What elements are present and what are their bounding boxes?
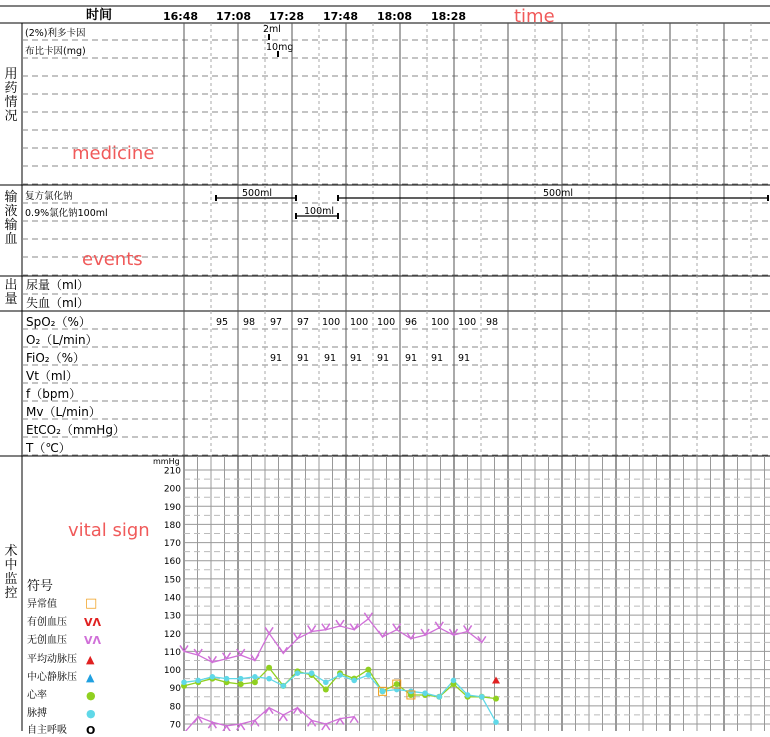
heart-rate-point xyxy=(252,679,258,685)
y-tick-label: 210 xyxy=(163,466,181,477)
pulse-point xyxy=(210,674,216,680)
section-medicine-label: 用药情况 xyxy=(4,67,18,124)
time-header-label: 时间 xyxy=(86,8,113,23)
y-tick-label: 80 xyxy=(169,702,181,713)
legend-spontaneous-breathing-icon: O xyxy=(86,724,96,737)
annotation-medicine: medicine xyxy=(72,143,155,164)
y-tick-label: 170 xyxy=(163,539,181,550)
legend-ibp-icon: VΛ xyxy=(84,616,102,629)
fluid-volume-saline: 100ml xyxy=(304,206,335,217)
y-tick-label: 200 xyxy=(163,484,181,495)
nibp-diastolic-point xyxy=(279,715,287,721)
nibp-systolic-point xyxy=(265,627,273,633)
nibp-systolic-point xyxy=(364,613,372,619)
nibp-diastolic-point xyxy=(223,726,231,731)
y-tick-label: 130 xyxy=(163,611,181,622)
section-monitor-label: 术中监控 xyxy=(4,544,18,601)
time-label-2: 17:28 xyxy=(269,10,305,23)
legend-label-cvp: 中心静脉压 xyxy=(27,672,77,683)
y-tick-label: 140 xyxy=(163,593,181,604)
pulse-point xyxy=(493,719,499,725)
output-blood-loss-label: 失血（ml） xyxy=(26,296,90,310)
pulse-point xyxy=(309,670,315,676)
spo2-value: 97 xyxy=(270,317,283,328)
time-label-5: 18:28 xyxy=(431,10,467,23)
fio2-value: 91 xyxy=(350,353,363,364)
nibp-diastolic-point xyxy=(322,724,330,730)
legend-label-abnormal: 异常值 xyxy=(27,599,57,610)
heart-rate-point xyxy=(323,687,329,693)
legend-label-pulse: 脉搏 xyxy=(27,708,47,719)
nibp-systolic-point xyxy=(336,620,344,626)
output-urine-label: 尿量（ml） xyxy=(26,278,90,292)
legend-label-heart-rate: 心率 xyxy=(27,690,47,701)
legend-label-spontaneous-breathing: 自主呼吸 xyxy=(27,725,67,736)
grid-lines xyxy=(0,6,770,731)
y-tick-label: 120 xyxy=(163,629,181,640)
pulse-point xyxy=(380,689,386,695)
heart-rate-point xyxy=(394,681,400,687)
pulse-point xyxy=(436,694,442,700)
mv-label: Mv（L/min） xyxy=(26,405,101,419)
pulse-point xyxy=(351,678,357,684)
annotation-vital-sign: vital sign xyxy=(68,520,150,541)
drug-dose-bupivacaine: 10mg xyxy=(266,42,294,53)
fio2-value: 91 xyxy=(324,353,337,364)
spo2-value: 100 xyxy=(350,317,369,328)
fio2-value: 91 xyxy=(405,353,418,364)
drug-name-lidocaine: (2%)利多卡因 xyxy=(25,28,86,39)
spo2-value: 95 xyxy=(216,317,229,328)
legend-title: 符号 xyxy=(27,579,54,594)
spo2-value: 97 xyxy=(297,317,310,328)
y-tick-label: 160 xyxy=(163,557,181,568)
pulse-point xyxy=(323,679,329,685)
spo2-value: 96 xyxy=(405,317,418,328)
vt-label: Vt（ml） xyxy=(26,369,78,383)
legend-pulse-icon: ● xyxy=(86,707,96,720)
y-axis-unit: mmHg xyxy=(153,457,180,466)
drug-name-bupivacaine: 布比卡因(mg) xyxy=(25,46,86,57)
record-marks xyxy=(216,34,768,219)
legend-label-nibp: 无创血压 xyxy=(27,635,67,646)
spo2-label: SpO₂（%） xyxy=(26,315,91,329)
time-label-4: 18:08 xyxy=(377,10,413,23)
spo2-value: 100 xyxy=(322,317,341,328)
pulse-point xyxy=(394,687,400,693)
map-point xyxy=(492,676,500,683)
heart-rate-point xyxy=(238,681,244,687)
section-output-label: 出量 xyxy=(4,278,18,307)
legend-heart-rate-icon: ● xyxy=(86,689,96,702)
pulse-point xyxy=(295,670,301,676)
spo2-value: 100 xyxy=(431,317,450,328)
legend-label-ibp: 有创血压 xyxy=(27,617,67,628)
pulse-point xyxy=(465,692,471,698)
y-tick-label: 70 xyxy=(169,720,181,731)
pulse-point xyxy=(451,678,457,684)
fio2-value: 91 xyxy=(270,353,283,364)
etco2-label: EtCO₂（mmHg） xyxy=(26,423,125,437)
temperature-label: T（℃） xyxy=(26,441,71,455)
drug-dose-lidocaine: 2ml xyxy=(263,24,281,35)
nibp-systolic-point xyxy=(435,622,443,628)
spo2-value: 100 xyxy=(377,317,396,328)
pulse-point xyxy=(224,676,230,682)
y-tick-label: 90 xyxy=(169,684,181,695)
fluid-name-compound-sodium-chloride: 复方氯化钠 xyxy=(25,191,73,202)
spo2-value: 98 xyxy=(243,317,256,328)
fluid-volume-1: 500ml xyxy=(242,188,273,199)
y-tick-label: 100 xyxy=(163,666,181,677)
nibp-systolic-point xyxy=(478,636,486,642)
heart-rate-point xyxy=(365,667,371,673)
time-label-0: 16:48 xyxy=(163,10,199,23)
annotation-time: time xyxy=(514,6,555,27)
fio2-value: 91 xyxy=(297,353,310,364)
pulse-point xyxy=(337,672,343,678)
pulse-point xyxy=(238,676,244,682)
section-infusion-label: 输液输血 xyxy=(4,190,18,247)
pulse-point xyxy=(195,678,201,684)
y-tick-label: 150 xyxy=(163,575,181,586)
time-label-1: 17:08 xyxy=(216,10,252,23)
pulse-point xyxy=(181,679,187,685)
heart-rate-point xyxy=(266,665,272,671)
fio2-value: 91 xyxy=(377,353,390,364)
y-tick-label: 190 xyxy=(163,502,181,513)
pulse-point xyxy=(422,690,428,696)
time-label-3: 17:48 xyxy=(323,10,359,23)
o2-label: O₂（L/min） xyxy=(26,333,98,347)
fluid-name-saline-100ml: 0.9%氯化钠100ml xyxy=(25,208,108,219)
pulse-point xyxy=(479,694,485,700)
legend-abnormal-icon: □ xyxy=(85,596,98,611)
annotation-events: events xyxy=(82,249,143,270)
fio2-label: FiO₂（%） xyxy=(26,351,86,365)
pulse-point xyxy=(366,672,372,678)
f-label: f（bpm） xyxy=(26,387,82,401)
legend-label-map: 平均动脉压 xyxy=(27,654,77,665)
heart-rate-point xyxy=(493,696,499,702)
fio2-value: 91 xyxy=(458,353,471,364)
fio2-value: 91 xyxy=(431,353,444,364)
pulse-point xyxy=(252,674,258,680)
pulse-point xyxy=(266,676,272,682)
legend-cvp-icon: ▲ xyxy=(86,671,95,684)
spo2-value: 98 xyxy=(486,317,499,328)
nibp-systolic-point xyxy=(279,647,287,653)
fluid-volume-2: 500ml xyxy=(543,188,574,199)
y-tick-label: 110 xyxy=(163,647,181,658)
legend-map-icon: ▲ xyxy=(86,653,95,666)
legend-nibp-icon: VΛ xyxy=(84,634,102,647)
vital-sign-chart xyxy=(153,456,770,731)
spo2-value: 100 xyxy=(458,317,477,328)
y-tick-label: 180 xyxy=(163,520,181,531)
pulse-point xyxy=(280,683,286,689)
